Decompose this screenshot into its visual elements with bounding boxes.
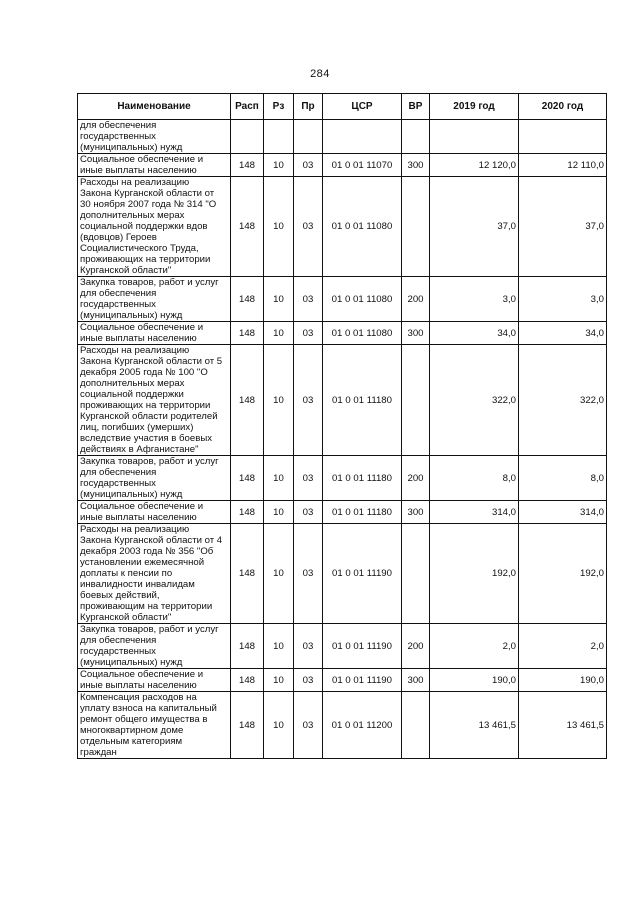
cell-name: Расходы на реализацию Закона Курганской области от 4 декабря 2003 года № 356 "Об установлении ежемесячной доплаты к пенсии по инвалидности инвалидам боевых действий, проживающим на территории Курганской области" [78, 524, 231, 624]
cell-name: Социальное обеспечение и иные выплаты населению [78, 322, 231, 345]
cell-2020: 37,0 [519, 177, 607, 277]
cell-rasp [231, 120, 264, 154]
cell-csr: 01 0 01 11080 [323, 177, 402, 277]
table-row [78, 524, 607, 624]
cell-pr: 03 [294, 322, 323, 345]
cell-csr: 01 0 01 11190 [323, 624, 402, 669]
cell-vr [402, 177, 430, 277]
cell-2019: 192,0 [430, 524, 519, 624]
header-2020: 2020 год [519, 94, 607, 120]
table-row [78, 624, 607, 669]
cell-pr: 03 [294, 624, 323, 669]
cell-2019: 37,0 [430, 177, 519, 277]
header-csr: ЦСР [323, 94, 402, 120]
cell-pr: 03 [294, 345, 323, 456]
header-pr: Пр [294, 94, 323, 120]
cell-name: Расходы на реализацию Закона Курганской области от 30 ноября 2007 года № 314 "О дополнительных мерах социальной поддержки вдов (вдовцов) Героев Социалистического Труда, проживающих на территории Курганской области" [78, 177, 231, 277]
cell-vr: 300 [402, 322, 430, 345]
cell-rz: 10 [264, 154, 294, 177]
cell-rasp: 148 [231, 624, 264, 669]
cell-2020: 3,0 [519, 277, 607, 322]
cell-vr: 200 [402, 624, 430, 669]
cell-vr [402, 345, 430, 456]
table-row [78, 456, 607, 501]
cell-name: Социальное обеспечение и иные выплаты населению [78, 669, 231, 692]
cell-2020: 12 110,0 [519, 154, 607, 177]
cell-vr [402, 120, 430, 154]
cell-2020: 314,0 [519, 501, 607, 524]
cell-rasp: 148 [231, 322, 264, 345]
table-header-row [78, 94, 607, 120]
cell-rz: 10 [264, 177, 294, 277]
cell-rasp: 148 [231, 501, 264, 524]
cell-rasp: 148 [231, 456, 264, 501]
cell-rz [264, 120, 294, 154]
cell-rasp: 148 [231, 524, 264, 624]
cell-name: Социальное обеспечение и иные выплаты населению [78, 154, 231, 177]
cell-csr: 01 0 01 11180 [323, 345, 402, 456]
header-2019: 2019 год [430, 94, 519, 120]
cell-2020: 190,0 [519, 669, 607, 692]
cell-rasp: 148 [231, 154, 264, 177]
cell-name: Социальное обеспечение и иные выплаты населению [78, 501, 231, 524]
cell-vr: 200 [402, 456, 430, 501]
cell-rz: 10 [264, 277, 294, 322]
cell-2019: 13 461,5 [430, 692, 519, 759]
cell-2020: 13 461,5 [519, 692, 607, 759]
header-name: Наименование [78, 94, 231, 120]
cell-pr: 03 [294, 154, 323, 177]
cell-rz: 10 [264, 456, 294, 501]
cell-rasp: 148 [231, 692, 264, 759]
cell-pr: 03 [294, 501, 323, 524]
cell-name: для обеспечения государственных (муниципальных) нужд [78, 120, 231, 154]
header-vr: ВР [402, 94, 430, 120]
cell-vr: 300 [402, 669, 430, 692]
cell-rz: 10 [264, 322, 294, 345]
cell-2019: 8,0 [430, 456, 519, 501]
cell-2019: 2,0 [430, 624, 519, 669]
cell-2020 [519, 120, 607, 154]
cell-csr: 01 0 01 11200 [323, 692, 402, 759]
table-row [78, 120, 607, 154]
cell-name: Расходы на реализацию Закона Курганской области от 5 декабря 2005 года № 100 "О дополнительных мерах социальной поддержки проживающих на территории Курганской области родителей лиц, погибших (умерших) вследствие участия в боевых действиях в Афганистане" [78, 345, 231, 456]
cell-pr: 03 [294, 177, 323, 277]
table-row [78, 669, 607, 692]
cell-2019: 3,0 [430, 277, 519, 322]
table-row [78, 154, 607, 177]
cell-csr: 01 0 01 11180 [323, 456, 402, 501]
table-row [78, 277, 607, 322]
cell-name: Закупка товаров, работ и услуг для обеспечения государственных (муниципальных) нужд [78, 456, 231, 501]
cell-pr: 03 [294, 692, 323, 759]
cell-name: Компенсация расходов на уплату взноса на капитальный ремонт общего имущества в многоквартирном доме отдельным категориям граждан [78, 692, 231, 759]
cell-2020: 34,0 [519, 322, 607, 345]
cell-rz: 10 [264, 692, 294, 759]
cell-rz: 10 [264, 524, 294, 624]
cell-pr: 03 [294, 669, 323, 692]
cell-2020: 192,0 [519, 524, 607, 624]
cell-name: Закупка товаров, работ и услуг для обеспечения государственных (муниципальных) нужд [78, 277, 231, 322]
cell-2019: 34,0 [430, 322, 519, 345]
cell-2020: 2,0 [519, 624, 607, 669]
table-row [78, 177, 607, 277]
cell-csr: 01 0 01 11180 [323, 501, 402, 524]
cell-vr [402, 692, 430, 759]
cell-2020: 8,0 [519, 456, 607, 501]
cell-2020: 322,0 [519, 345, 607, 456]
cell-csr: 01 0 01 11190 [323, 524, 402, 624]
cell-pr: 03 [294, 277, 323, 322]
cell-vr [402, 524, 430, 624]
cell-csr: 01 0 01 11190 [323, 669, 402, 692]
cell-csr [323, 120, 402, 154]
cell-2019 [430, 120, 519, 154]
cell-2019: 322,0 [430, 345, 519, 456]
cell-rz: 10 [264, 624, 294, 669]
cell-pr: 03 [294, 524, 323, 624]
table-row [78, 501, 607, 524]
cell-2019: 190,0 [430, 669, 519, 692]
cell-rasp: 148 [231, 669, 264, 692]
cell-pr: 03 [294, 456, 323, 501]
cell-csr: 01 0 01 11080 [323, 322, 402, 345]
cell-vr: 300 [402, 154, 430, 177]
cell-pr [294, 120, 323, 154]
table-row [78, 345, 607, 456]
cell-rz: 10 [264, 669, 294, 692]
table-row [78, 322, 607, 345]
cell-rasp: 148 [231, 277, 264, 322]
page-number: 284 [310, 68, 330, 80]
cell-vr: 200 [402, 277, 430, 322]
cell-rasp: 148 [231, 345, 264, 456]
header-rz: Рз [264, 94, 294, 120]
table-body [78, 120, 607, 759]
budget-table [77, 93, 607, 759]
cell-2019: 12 120,0 [430, 154, 519, 177]
table-row [78, 692, 607, 759]
cell-csr: 01 0 01 11080 [323, 277, 402, 322]
cell-rz: 10 [264, 345, 294, 456]
cell-csr: 01 0 01 11070 [323, 154, 402, 177]
cell-2019: 314,0 [430, 501, 519, 524]
cell-rz: 10 [264, 501, 294, 524]
cell-rasp: 148 [231, 177, 264, 277]
cell-name: Закупка товаров, работ и услуг для обеспечения государственных (муниципальных) нужд [78, 624, 231, 669]
header-rasp: Расп [231, 94, 264, 120]
cell-vr: 300 [402, 501, 430, 524]
